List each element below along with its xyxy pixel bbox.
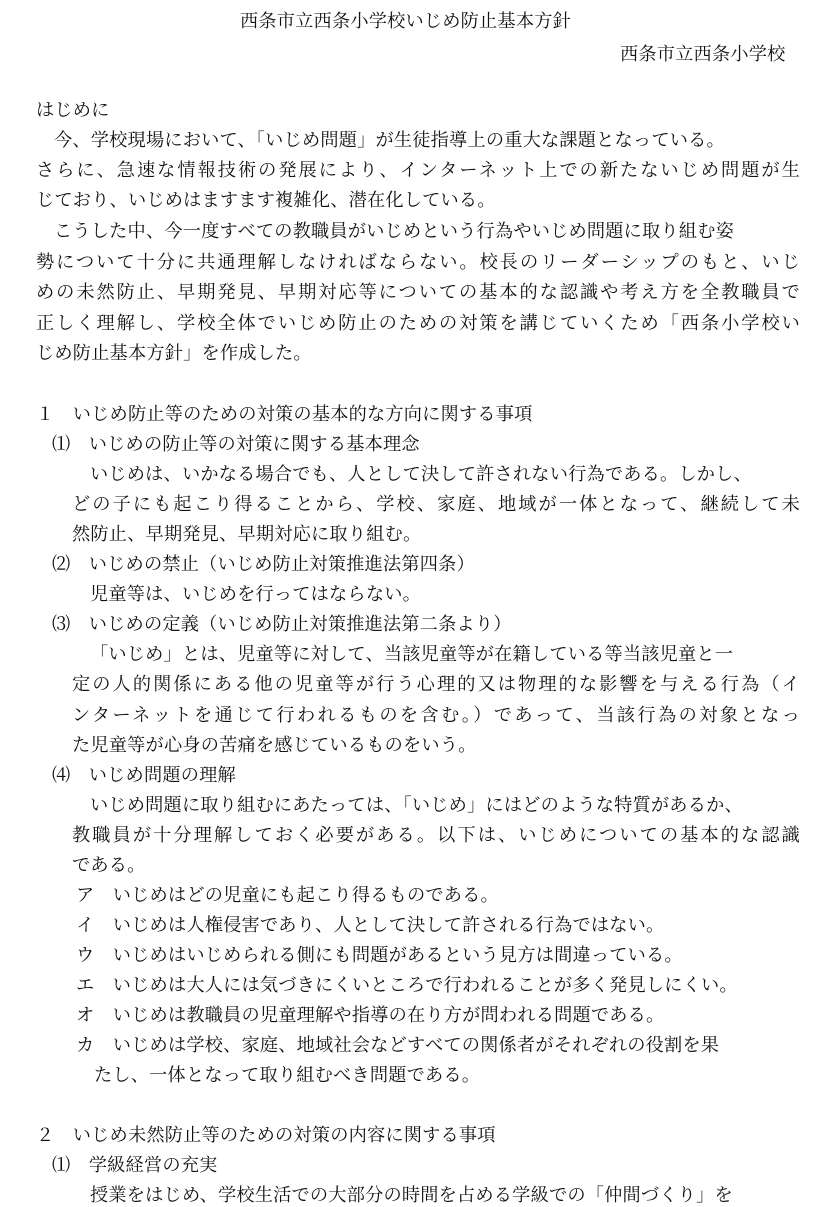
subsection-1-3-line: 「いじめ」とは、児童等に対して、当該児童等が在籍している等当該児童と一 (90, 644, 734, 665)
subsection-1-1-line: どの子にも起こり得ることから、学校、家庭、地域が一体となって、継続して未 (72, 494, 800, 515)
intro-line: 正しく理解し、学校全体でいじめ防止のための対策を講じていくため「西条小学校い (36, 313, 800, 334)
subsection-1-4-line: いじめ問題に取り組むにあたっては、「いじめ」にはどのような特質があるか、 (90, 795, 743, 816)
document-title: 西条市立西条小学校いじめ防止基本方針 (240, 11, 571, 32)
subsection-1-3-line: 定の人的関係にある他の児童等が行う心理的又は物理的な影響を与える行為（イ (72, 674, 800, 695)
subsection-1-4-line: 教職員が十分理解しておく必要がある。以下は、いじめについての基本的な認識 (72, 825, 800, 846)
subsection-1-1-line: 然防止、早期発見、早期対応に取り組む。 (72, 524, 422, 545)
subsection-1-2-line: 児童等は、いじめを行ってはならない。 (90, 584, 421, 605)
section-2-heading: ２ いじめ未然防止等のための対策の内容に関する事項 (36, 1125, 496, 1146)
list-item: オ いじめは教職員の児童理解や指導の在り方が問われる問題である。 (76, 1005, 665, 1026)
intro-line: じており、いじめはますます複雑化、潜在化している。 (36, 190, 496, 211)
subsection-2-1-line: 授業をはじめ、学校生活での大部分の時間を占める学級での「仲間づくり」を (90, 1185, 733, 1206)
list-item: カ いじめは学校、家庭、地域社会などすべての関係者がそれぞれの役割を果 (76, 1035, 720, 1056)
list-item: ウ いじめはいじめられる側にも問題があるという見方は間違っている。 (76, 945, 683, 966)
list-item: ア いじめはどの児童にも起こり得るものである。 (76, 885, 499, 906)
intro-line: こうした中、今一度すべての教職員がいじめという行為やいじめ問題に取り組む姿 (54, 221, 734, 242)
list-item: イ いじめは人権侵害であり、人として決して許される行為ではない。 (76, 915, 665, 936)
list-item: エ いじめは大人には気づきにくいところで行われることが多く発見しにくい。 (76, 975, 738, 996)
intro-heading: はじめに (36, 100, 110, 121)
subsection-1-4-heading: ⑷ いじめ問題の理解 (52, 765, 236, 786)
intro-line: じめ防止基本方針」を作成した。 (36, 343, 312, 364)
subsection-1-1-heading: ⑴ いじめの防止等の対策に関する基本理念 (52, 434, 420, 455)
intro-line: 勢について十分に共通理解しなければならない。校長のリーダーシップのもと、いじ (36, 252, 800, 273)
intro-line: めの未然防止、早期発見、早期対応等についての基本的な認識や考え方を全教職員で (36, 282, 800, 303)
document-author: 西条市立西条小学校 (620, 44, 786, 65)
intro-line: 今、学校現場において、「いじめ問題」が生徒指導上の重大な課題となっている。 (54, 130, 725, 151)
subsection-1-1-line: いじめは、いかなる場合でも、人として決して許されない行為である。しかし、 (90, 464, 752, 485)
intro-line: さらに、急速な情報技術の発展により、インターネット上での新たないじめ問題が生 (36, 160, 800, 181)
list-item: たし、一体となって取り組むべき問題である。 (94, 1065, 481, 1086)
subsection-2-1-heading: ⑴ 学級経営の充実 (52, 1155, 218, 1176)
subsection-1-4-line: である。 (72, 855, 146, 876)
subsection-1-2-heading: ⑵ いじめの禁止（いじめ防止対策推進法第四条） (52, 554, 475, 575)
subsection-1-3-line: ンターネットを通じて行われるものを含む。）であって、当該行為の対象となっ (72, 705, 800, 726)
subsection-1-3-line: た児童等が心身の苦痛を感じているものをいう。 (72, 735, 477, 756)
section-1-heading: １ いじめ防止等のための対策の基本的な方向に関する事項 (36, 404, 533, 425)
subsection-1-3-heading: ⑶ いじめの定義（いじめ防止対策推進法第二条より） (52, 614, 512, 635)
